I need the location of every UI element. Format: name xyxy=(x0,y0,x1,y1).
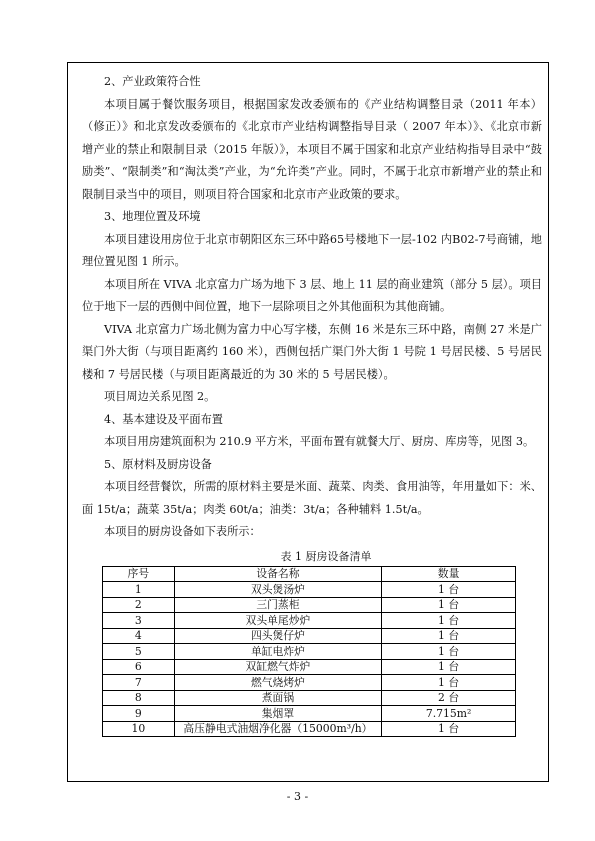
header-name: 设备名称 xyxy=(174,566,381,582)
section-heading-construction: 4、基本建设及平面布置 xyxy=(104,412,223,426)
location-paragraph-3: VIVA 北京富力广场北侧为富力中心写字楼，东侧 16 米是东三环中路，南侧 27 米是广渠门外大街（与项目距离约 160 米），西侧包括广渠门外大街 1 号院 1 号居民楼、5 号居民楼和 7 号居民楼（与项目距离最近的为 30 米的 5 号居民楼）。 xyxy=(82,322,542,381)
cell-no: 10 xyxy=(103,721,175,737)
cell-qty: 1 台 xyxy=(382,721,516,737)
cell-qty: 2 台 xyxy=(382,690,516,706)
table-row xyxy=(103,675,516,691)
materials-paragraph-2: 本项目的厨房设备如下表所示： xyxy=(104,525,261,538)
cell-no: 1 xyxy=(103,582,175,598)
cell-name: 煮面锅 xyxy=(174,690,381,706)
cell-qty: 1 台 xyxy=(382,644,516,660)
cell-no: 6 xyxy=(103,659,175,675)
document-body xyxy=(82,71,542,737)
cell-no: 7 xyxy=(103,675,175,691)
cell-no: 2 xyxy=(103,597,175,613)
cell-qty: 1 台 xyxy=(382,597,516,613)
construction-paragraph: 本项目用房建筑面积为 210.9 平方米，平面布置有就餐大厅、厨房、库房等，见图 3。 xyxy=(104,435,535,448)
cell-no: 3 xyxy=(103,613,175,629)
cell-name: 四头煲仔炉 xyxy=(174,628,381,644)
header-no: 序号 xyxy=(103,566,175,582)
cell-name: 双头煲汤炉 xyxy=(174,582,381,598)
cell-no: 4 xyxy=(103,628,175,644)
cell-name: 单缸电炸炉 xyxy=(174,644,381,660)
section-heading-industry-policy: 2、产业政策符合性 xyxy=(104,75,201,88)
cell-name: 燃气烧烤炉 xyxy=(174,675,381,691)
location-paragraph-2: 本项目所在 VIVA 北京富力广场为地下 3 层、地上 11 层的商业建筑（部分 5 层）。项目位于地下一层的西侧中间位置，地下一层除项目之外其他面积为其他商铺。 xyxy=(82,277,542,313)
table-caption: 表 1 厨房设备清单 xyxy=(280,549,372,563)
cell-name: 双缸燃气炸炉 xyxy=(174,659,381,675)
table-header-row xyxy=(103,566,516,582)
table-row xyxy=(103,597,516,613)
header-qty: 数量 xyxy=(382,566,516,582)
cell-qty: 1 台 xyxy=(382,659,516,675)
table-row xyxy=(103,690,516,706)
equipment-table xyxy=(102,566,516,738)
table-row xyxy=(103,644,516,660)
table-row xyxy=(103,721,516,737)
location-paragraph-1: 本项目建设用房位于北京市朝阳区东三环中路65号楼地下一层-102 内B02-7号商铺，地理位置见图 1 所示。 xyxy=(82,232,542,268)
table-row xyxy=(103,706,516,722)
table-row xyxy=(103,613,516,629)
cell-no: 8 xyxy=(103,690,175,706)
cell-name: 双头单尾炒炉 xyxy=(174,613,381,629)
page-number: - 3 - xyxy=(286,790,309,803)
cell-qty: 7.715m² xyxy=(382,706,516,722)
cell-qty: 1 台 xyxy=(382,582,516,598)
cell-name: 三门蒸柜 xyxy=(174,597,381,613)
cell-qty: 1 台 xyxy=(382,613,516,629)
section-heading-materials: 5、原材料及厨房设备 xyxy=(104,457,212,471)
cell-qty: 1 台 xyxy=(382,675,516,691)
table-body xyxy=(103,582,516,737)
table-row xyxy=(103,628,516,644)
location-paragraph-4: 项目周边关系见图 2。 xyxy=(104,390,216,403)
industry-policy-paragraph: 本项目属于餐饮服务项目，根据国家发改委颁布的《产业结构调整目录（2011 年本）（修正）》和北京发改委颁布的《北京市产业结构调整指导目录（ 2007 年本）》、《北京市新增产业的禁止和限制目录（2015 年版）》，本项目不属于国家和北京产业结构指导目录中“鼓励类”、“限制类”和“淘汰类”产业，为“允许类”产业。同时，不属于北京市新增产业的禁止和限制目录当中的项目，则项目符合国家和北京市产业政策的要求。 xyxy=(82,97,542,201)
cell-name: 高压静电式油烟净化器（15000m³/h） xyxy=(174,721,381,737)
materials-paragraph-1: 本项目经营餐饮，所需的原材料主要是米面、蔬菜、肉类、食用油等，年用量如下：米、面 15t/a；蔬菜 35t/a；肉类 60t/a；油类：3t/a；各种辅料 1.5t/a。 xyxy=(82,480,542,516)
cell-no: 5 xyxy=(103,644,175,660)
section-heading-location: 3、地理位置及环境 xyxy=(104,210,201,223)
cell-qty: 1 台 xyxy=(382,628,516,644)
cell-name: 集烟罩 xyxy=(174,706,381,722)
table-row xyxy=(103,582,516,598)
table-row xyxy=(103,659,516,675)
cell-no: 9 xyxy=(103,706,175,722)
